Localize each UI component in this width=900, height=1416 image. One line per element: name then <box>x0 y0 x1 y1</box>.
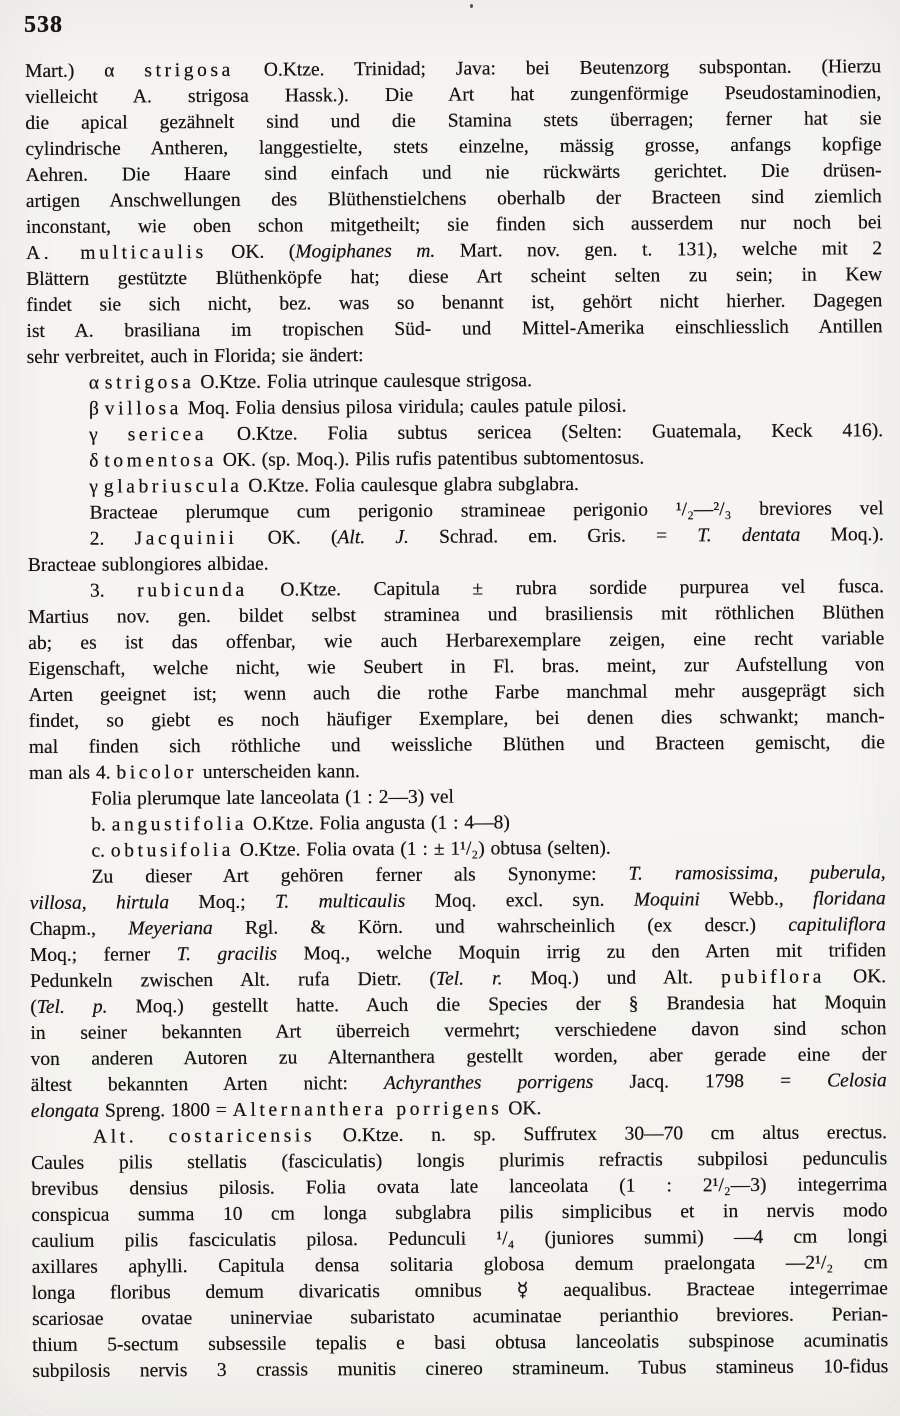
letterspaced-taxon-name: rubicunda <box>137 579 248 602</box>
body-text: sehr verbreitet, auch in Florida; sie ändert: <box>26 345 364 368</box>
scan-artifact-speck <box>470 4 473 8</box>
body-text: Arten geeignet ist; wenn auch die rothe Farbe manchmal mehr ausgeprägt sich <box>28 680 885 706</box>
letterspaced-taxon-name: Jacquinii <box>134 527 238 550</box>
body-text: Folia plerumque late lanceolata (1 : 2—3) vel <box>91 786 454 810</box>
letterspaced-taxon-name: tomentosa <box>104 449 218 472</box>
body-text: scariosae ovatae uninerviae subaristato acuminatae perianthio breviores. Perian- <box>31 1304 889 1330</box>
italic-text: Moquini <box>633 889 701 911</box>
body-text: in seiner bekannten Art überreich vermehrt; verschiedene davon sind schon <box>30 1018 887 1044</box>
body-text: Bracteae sublongiores albidae. <box>27 553 269 576</box>
body-text: ( <box>30 996 37 1018</box>
italic-text: Mogiphanes m. <box>295 240 436 263</box>
body-text: Blättern gestützte Blüthenköpfe hat; diese Art scheint selten zu sein; in Kew <box>26 264 883 290</box>
body-text: findet sie sich nicht, bez. was so benannt ist, gehört nicht hierher. Dagegen <box>26 290 883 316</box>
letterspaced-taxon-name: bicolor <box>116 762 198 784</box>
body-text: O.Ktze. n. sp. Suffrutex 30—70 cm altus erectus. <box>315 1122 888 1147</box>
body-text: ab; es ist das offenbar, wie auch Herbarexemplare zeigen, eine recht variable <box>28 628 885 654</box>
body-text: Aehren. Die Haare sind einfach und nie rückwärts gerichtet. Die drüsen- <box>25 160 882 186</box>
body-text: mal finden sich röthliche und weissliche Blüthen und Bracteen gemischt, die <box>28 732 885 758</box>
body-text: unterscheiden kann. <box>196 761 360 784</box>
body-text: Moq. excl. syn. <box>405 889 634 912</box>
body-text: Schrad. em. Gris. = <box>408 525 698 548</box>
body-text: α <box>88 372 105 394</box>
body-text: OK. (sp. Moq.). Pilis rufis patentibus subtomentosus. <box>216 447 645 471</box>
body-text: cylindrische Antheren, langgestielte, stets einzelne, mässig grosse, anfangs kopfige <box>25 134 882 160</box>
body-text: O.Ktze. Trinidad; Java: bei Beutenzorg subspontan. (Hierzu <box>233 56 882 81</box>
body-text: b. <box>91 814 112 836</box>
body-text: axillares aphylli. Capitula densa solitaria globosa demum praelongata —2¹/₂ cm <box>31 1252 888 1278</box>
letterspaced-taxon-name: A. multicaulis <box>26 241 207 264</box>
body-text: Chapm., <box>29 918 129 940</box>
body-text: ist A. brasiliana im tropischen Süd- und Mittel-Amerika einschliesslich Antillen <box>26 316 883 342</box>
page-text <box>25 54 888 1385</box>
body-text: inconstant, wie oben schon mitgetheilt; sie finden sich ausserdem nur noch bei <box>25 212 882 238</box>
body-text: Martius nov. gen. bildet selbst straminea und brasiliensis mit röthlichen Blüthen <box>28 602 885 628</box>
body-text: Jacq. 1798 = <box>593 1070 828 1093</box>
body-text: Bracteae plerumque cum perigonio stramineae perigonio ¹/₂—²/₃ breviores vel <box>89 498 884 524</box>
text-line <box>31 1068 887 1099</box>
body-text: ältest bekannten Arten nicht: <box>30 1073 385 1096</box>
body-text: Eigenschaft, welche nicht, wie Seubert in Fl. bras. meint, zur Aufstellung von <box>28 654 885 680</box>
letterspaced-taxon-name: sericea <box>127 423 208 446</box>
body-text: O.Ktze. Capitula ± rubra sordide purpurea vel fusca. <box>247 576 885 601</box>
body-text: O.Ktze. Folia utrinque caulesque strigosa. <box>194 370 532 394</box>
italic-text: Achyranthes porrigens <box>383 1071 594 1095</box>
body-text: O.Ktze. Folia angusta (1 : 4—8) <box>247 812 510 835</box>
body-text: 3. <box>89 580 138 602</box>
italic-text: T. dentata <box>697 524 801 547</box>
body-text: thium 5-sectum subsessile tepalis e basi obtusa lanceolatis subspinose acuminatis <box>32 1330 889 1356</box>
body-text: δ <box>89 450 105 472</box>
letterspaced-taxon-name: Alternanthera porrigens <box>232 1098 503 1121</box>
body-text: Moq.) gestellt hatte. Auch die Species der § Brandesia hat Moquin <box>107 992 887 1018</box>
body-text: O.Ktze. Folia subtus sericea (Selten: Guatemala, Keck 416). <box>206 420 884 445</box>
text-line <box>28 522 884 553</box>
page-number: 538 <box>24 12 63 38</box>
body-text: von anderen Autoren zu Alternanthera gestellt worden, aber gerade eine der <box>30 1044 887 1070</box>
letterspaced-taxon-name: obtusifolia <box>110 839 234 862</box>
body-text: OK. <box>502 1098 542 1120</box>
text-line <box>26 314 882 345</box>
body-text: Caules pilis stellatis (fasciculatis) longis plurimis refractis subpilosi pedunculis <box>31 1148 888 1174</box>
italic-text: T. multicaulis <box>274 890 406 913</box>
body-text: findet, so giebt es noch häufiger Exemplare, bei denen dies schwankt; manch- <box>28 706 885 732</box>
body-text: Mart.) α <box>25 60 145 82</box>
body-text: brevibus densius pilosis. Folia ovata late lanceolata (1 : 2¹/₂—3) integerrima <box>31 1174 888 1200</box>
italic-text: Meyeriana <box>128 917 213 940</box>
body-text: man als 4. <box>28 762 117 784</box>
letterspaced-taxon-name: villosa <box>104 398 183 420</box>
body-text: longa floribus demum divaricatis omnibus ☿ aequalibus. Bracteae integerrimae <box>31 1278 888 1304</box>
italic-text: villosa, hirtula <box>29 892 170 914</box>
body-text: c. <box>91 840 111 862</box>
body-text: caulium pilis fasciculatis pilosa. Pedunculi ¹/₄ (juniores summi) —4 cm longi <box>31 1226 888 1252</box>
body-text: Moq.; ferner <box>29 944 177 966</box>
body-text: OK. ( <box>206 241 296 263</box>
body-text: γ <box>89 424 128 446</box>
italic-text: elongata <box>30 1100 100 1122</box>
italic-text: Alt. J. <box>337 526 409 549</box>
body-text: 2. <box>89 528 135 550</box>
body-text: conspicua summa 10 cm longa subglabra pilis simplicibus et in nervis modo <box>31 1200 888 1226</box>
italic-text: T. ramosissima, puberula, <box>628 862 886 885</box>
italic-text: T. gracilis <box>176 943 278 966</box>
italic-text: Celosia <box>827 1070 887 1092</box>
body-text: Moq.; <box>169 891 276 914</box>
body-text: Moq., welche Moquin irrig zu den Arten mit trifiden <box>277 940 887 965</box>
letterspaced-taxon-name: angustifolia <box>111 813 248 836</box>
letterspaced-taxon-name: strigosa <box>144 59 234 82</box>
italic-text: Tel. r. <box>435 968 503 990</box>
letterspaced-taxon-name: pubiflora <box>720 966 826 989</box>
body-text: Moq.) und Alt. <box>502 967 722 990</box>
body-text: γ <box>89 476 104 498</box>
body-text: die apical gezähnelt sind und die Stamina stets überragen; ferner hat sie <box>25 108 882 134</box>
letterspaced-taxon-name: strigosa <box>104 372 195 394</box>
text-line <box>29 730 885 761</box>
body-text: O.Ktze. Folia caulesque glabra subglabra. <box>242 473 579 497</box>
body-text: Spreng. 1800 = <box>99 1099 233 1122</box>
body-text: Rgl. & Körn. und wahrscheinlich (ex descr.) <box>212 914 789 939</box>
body-text: Moq.). <box>800 524 884 546</box>
body-text: OK. <box>824 966 887 988</box>
body-text: subpilosis nervis 3 crassis munitis cinereo stramineum. Tubus stamineus 10-fidus <box>32 1356 889 1382</box>
body-text: Webb., <box>699 888 814 911</box>
text-line <box>32 1354 888 1385</box>
body-text: O.Ktze. Folia ovata (1 : ± 1¹/₂) obtusa (selten). <box>233 837 611 861</box>
body-text: Zu dieser Art gehören ferner als Synonyme: <box>91 863 629 888</box>
body-text: Mart. nov. gen. t. 131), welche mit 2 <box>435 238 883 262</box>
body-text: Pedunkeln zwischen Alt. rufa Dietr. ( <box>30 968 437 992</box>
italic-text: Tel. p. <box>36 996 108 1018</box>
body-text: Moq. Folia densius pilosa viridula; caules patule pilosi. <box>181 395 627 420</box>
text-line <box>27 418 883 449</box>
body-text: β <box>88 398 105 420</box>
italic-text: floridana <box>813 888 886 910</box>
body-text: artigen Anschwellungen des Blüthenstielchens oberhalb der Bracteen sind ziemlich <box>25 186 882 212</box>
italic-text: capituliflora <box>788 914 886 936</box>
body-text: vielleicht A. strigosa Hassk.). Die Art hat zungenförmige Pseudostaminodien, <box>25 82 882 108</box>
letterspaced-taxon-name: Alt. costaricensis <box>92 1125 316 1148</box>
letterspaced-taxon-name: glabriuscula <box>103 475 243 498</box>
body-text: OK. ( <box>237 527 338 549</box>
